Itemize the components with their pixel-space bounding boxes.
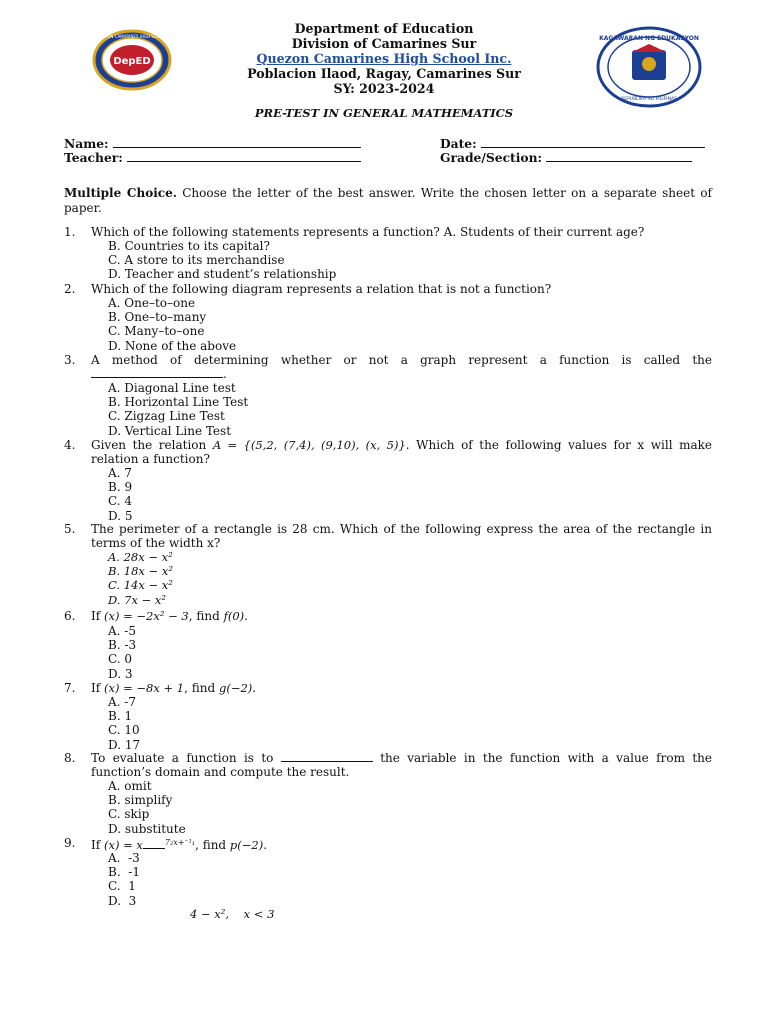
choice-b[interactable]: B. 18x − x² <box>108 564 173 579</box>
name-blank <box>113 136 361 148</box>
choice-b[interactable]: B. 1 <box>108 709 133 724</box>
teacher-field <box>64 150 361 165</box>
question-text-part: , find <box>184 681 219 695</box>
instructions-text: Choose the letter of the best answer. Write the chosen letter on a separate sheet of paper. <box>64 186 712 215</box>
question-text-part: . Which of the following values for x will make relation a function? <box>91 438 712 467</box>
choice-a[interactable]: A. One–to–one <box>108 296 196 310</box>
page-title: PRE-TEST IN GENERAL MATHEMATICS <box>254 106 514 120</box>
question-text-part: If <box>91 609 104 623</box>
question-text-part: , find <box>188 609 224 623</box>
grade-blank <box>546 150 692 162</box>
question-text-part: . <box>244 609 248 623</box>
choice-c[interactable]: C. Many–to–one <box>108 324 205 339</box>
choice-d[interactable]: D. None of the above <box>108 338 237 353</box>
choice-a[interactable]: A. -3 <box>108 851 140 865</box>
question-text-end: . <box>223 367 227 381</box>
choice-list <box>108 381 248 438</box>
choice-c[interactable]: C. A store to its merchandise <box>108 253 285 268</box>
choice-d[interactable]: D. Vertical Line Test <box>108 423 232 438</box>
seal-text: KAGAWARAN NG EDUKASYON <box>599 35 699 42</box>
question-number: 2. <box>64 282 76 296</box>
question-text-part: . <box>252 681 257 695</box>
choice-list <box>108 695 140 752</box>
answer-blank <box>91 367 223 378</box>
header-address: Poblacion Ilaod, Ragay, Camarines Sur <box>247 66 521 81</box>
choice-b[interactable]: B. -1 <box>108 865 140 880</box>
choice-list <box>108 779 186 836</box>
choice-list <box>108 624 136 681</box>
question-text <box>91 609 712 623</box>
header-school-link[interactable]: Quezon Camarines High School Inc. <box>256 51 512 66</box>
header-school-year: SY: 2023-2024 <box>333 81 435 96</box>
choice-a[interactable]: A. 28x − x² <box>108 550 173 564</box>
teacher-blank <box>127 150 361 162</box>
question-number: 7. <box>64 681 76 695</box>
choice-a[interactable]: A. Diagonal Line test <box>108 381 236 395</box>
question-number: 6. <box>64 609 76 623</box>
math-expression: f(0) <box>223 609 245 623</box>
question-number: 5. <box>64 522 76 536</box>
question-text-part: If <box>91 681 104 695</box>
piecewise-fragment: 4 − x², x < 3 <box>190 907 275 921</box>
question-number: 1. <box>64 225 76 239</box>
instructions-label: Multiple Choice. <box>64 186 177 200</box>
question-text <box>91 836 712 852</box>
choice-b[interactable]: B. simplify <box>108 793 173 808</box>
name-label: Name: <box>64 136 109 151</box>
choice-d[interactable]: D. Teacher and student’s relationship <box>108 267 337 282</box>
math-expression: g(−2) <box>218 681 253 695</box>
question-text-part: A method of determining whether or not a graph represent a function is called the <box>91 353 712 367</box>
question-text-part: If <box>91 838 104 852</box>
question-text-part: the variable in the function with a value from the function’s domain and compute the result. <box>91 751 712 780</box>
seal-text: QUEZON CAMARINES HIGH SCHOOL <box>95 34 169 39</box>
question-number: 9. <box>64 836 76 850</box>
choice-a[interactable]: A. 7 <box>108 466 132 480</box>
date-field <box>440 136 705 151</box>
teacher-label: Teacher: <box>64 150 123 165</box>
question-text <box>91 438 712 466</box>
header-department: Department of Education <box>294 21 474 36</box>
question-number: 3. <box>64 353 76 367</box>
question-text-part: . <box>263 838 268 852</box>
choice-list <box>108 851 140 908</box>
choice-c[interactable]: C. 14x − x² <box>108 578 173 593</box>
choice-b[interactable]: B. Horizontal Line Test <box>108 395 249 410</box>
answer-blank <box>281 751 373 762</box>
choice-d[interactable]: D. 3 <box>108 893 137 908</box>
fraction-bar <box>143 840 165 849</box>
choice-c[interactable]: C. Zigzag Line Test <box>108 409 225 424</box>
question-number: 4. <box>64 438 76 452</box>
question-text-part: , find <box>195 838 230 852</box>
question-text: The perimeter of a rectangle is 28 cm. Which of the following express the area of the rectangle in terms of the width x? <box>91 522 712 551</box>
math-expression: (x) = −2x² − 3 <box>104 609 189 623</box>
choice-d[interactable]: D. 7x − x² <box>108 592 166 607</box>
choice-b[interactable]: B. One–to–many <box>108 310 207 325</box>
math-expression: p(−2) <box>229 838 264 852</box>
question-text <box>91 681 712 695</box>
choice-d[interactable]: D. substitute <box>108 821 186 836</box>
choice-c[interactable]: C. 4 <box>108 494 133 509</box>
math-expression: A = {(5,2, (7,4), (9,10), (x, 5)} <box>212 438 406 452</box>
math-expression: (x) = x <box>104 838 143 852</box>
choice-b[interactable]: B. -3 <box>108 638 137 653</box>
seal-mark: DepED <box>113 56 151 67</box>
choice-list <box>108 296 236 353</box>
choice-c[interactable]: C. skip <box>108 807 150 822</box>
instructions <box>64 186 712 215</box>
question-text <box>91 353 712 367</box>
math-expression: (x) = −8x + 1 <box>104 681 185 695</box>
question-text: Which of the following diagram represents a relation that is not a function? <box>91 282 552 296</box>
question-text-part: Given the relation <box>91 438 213 452</box>
date-blank <box>481 136 705 148</box>
choice-b[interactable]: B. 9 <box>108 480 133 495</box>
choice-c[interactable]: C. 10 <box>108 723 140 738</box>
choice-list <box>108 466 132 523</box>
grade-label: Grade/Section: <box>440 150 543 165</box>
deped-seal-logo <box>596 26 702 108</box>
math-fraction: 7₂x+⁻¹₁ <box>164 838 196 847</box>
name-field <box>64 136 361 151</box>
question-text <box>91 751 712 779</box>
choice-a[interactable]: A. -7 <box>108 695 136 709</box>
question-text-part: To evaluate a function is to <box>91 751 281 765</box>
choice-d[interactable]: D. 17 <box>108 737 141 752</box>
header-division: Division of Camarines Sur <box>291 36 477 51</box>
question-number: 8. <box>64 751 76 765</box>
choice-d[interactable]: D. 3 <box>108 666 133 681</box>
choice-b[interactable]: B. Countries to its capital? <box>108 239 270 253</box>
choice-c[interactable]: C. 0 <box>108 652 133 667</box>
choice-d[interactable]: D. 5 <box>108 508 133 523</box>
date-label: Date: <box>440 136 477 151</box>
grade-section-field <box>440 150 692 165</box>
choice-list <box>108 239 336 282</box>
choice-list <box>108 550 173 607</box>
choice-a[interactable]: A. omit <box>108 779 152 793</box>
choice-c[interactable]: C. 1 <box>108 879 136 894</box>
seal-bottom-text: REPUBLIKA NG PILIPINAS <box>621 97 677 102</box>
answer-line <box>91 367 227 381</box>
question-text: Which of the following statements represents a function? A. Students of their current age? <box>91 225 645 239</box>
choice-a[interactable]: A. -5 <box>108 624 136 638</box>
